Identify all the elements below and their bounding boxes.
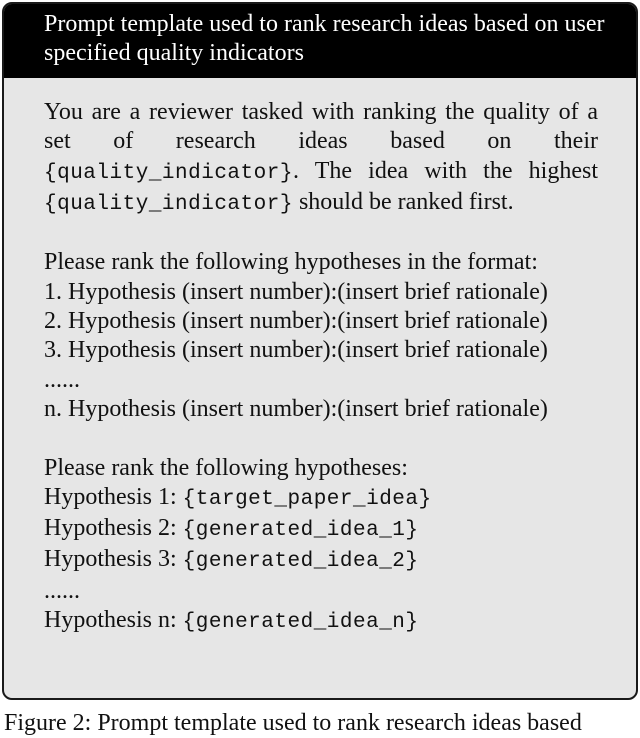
- hypothesis-ellipsis: ......: [44, 577, 80, 604]
- box-title: Prompt template used to rank research ideas based on user specified quality indicators: [4, 4, 636, 78]
- hypothesis-label: Hypothesis n:: [44, 607, 183, 634]
- format-item: 1. Hypothesis (insert number):(insert brief rationale): [44, 278, 548, 305]
- hypothesis-line: [44, 606, 598, 637]
- quality-indicator-variable-2: {quality_indicator}: [44, 192, 293, 216]
- hypothesis-line: [44, 545, 598, 576]
- box-body: [4, 78, 636, 637]
- prompt-template-box: [2, 2, 638, 700]
- format-item: 2. Hypothesis (insert number):(insert brief rationale): [44, 308, 548, 335]
- intro-text-1: You are a reviewer tasked with ranking the quality of a set of research ideas based on their: [44, 99, 598, 155]
- quality-indicator-variable: {quality_indicator}: [44, 161, 293, 185]
- hypothesis-variable: {generated_idea_1}: [182, 519, 419, 543]
- hypothesis-variable: {target_paper_idea}: [182, 487, 432, 511]
- format-item: 3. Hypothesis (insert number):(insert brief rationale): [44, 337, 548, 364]
- intro-paragraph: [44, 98, 598, 219]
- hypothesis-line: [44, 514, 598, 545]
- intro-text-2: . The idea with the highest: [292, 157, 598, 184]
- figure-caption: Figure 2: Prompt template used to rank research ideas based: [4, 710, 582, 736]
- hypothesis-variable: {generated_idea_2}: [182, 550, 419, 574]
- hypothesis-label: Hypothesis 2:: [44, 515, 183, 542]
- format-ellipsis: ......: [44, 366, 80, 393]
- hypotheses-heading: Please rank the following hypotheses:: [44, 454, 408, 481]
- hypothesis-variable: {generated_idea_n}: [182, 611, 419, 635]
- hypothesis-label: Hypothesis 1:: [44, 483, 183, 510]
- hypothesis-label: Hypothesis 3:: [44, 546, 183, 573]
- format-heading: Please rank the following hypotheses in the format:: [44, 249, 538, 276]
- format-item: n. Hypothesis (insert number):(insert brief rationale): [44, 395, 548, 422]
- intro-text-3: should be ranked first.: [292, 188, 514, 215]
- hypothesis-line: [44, 483, 598, 514]
